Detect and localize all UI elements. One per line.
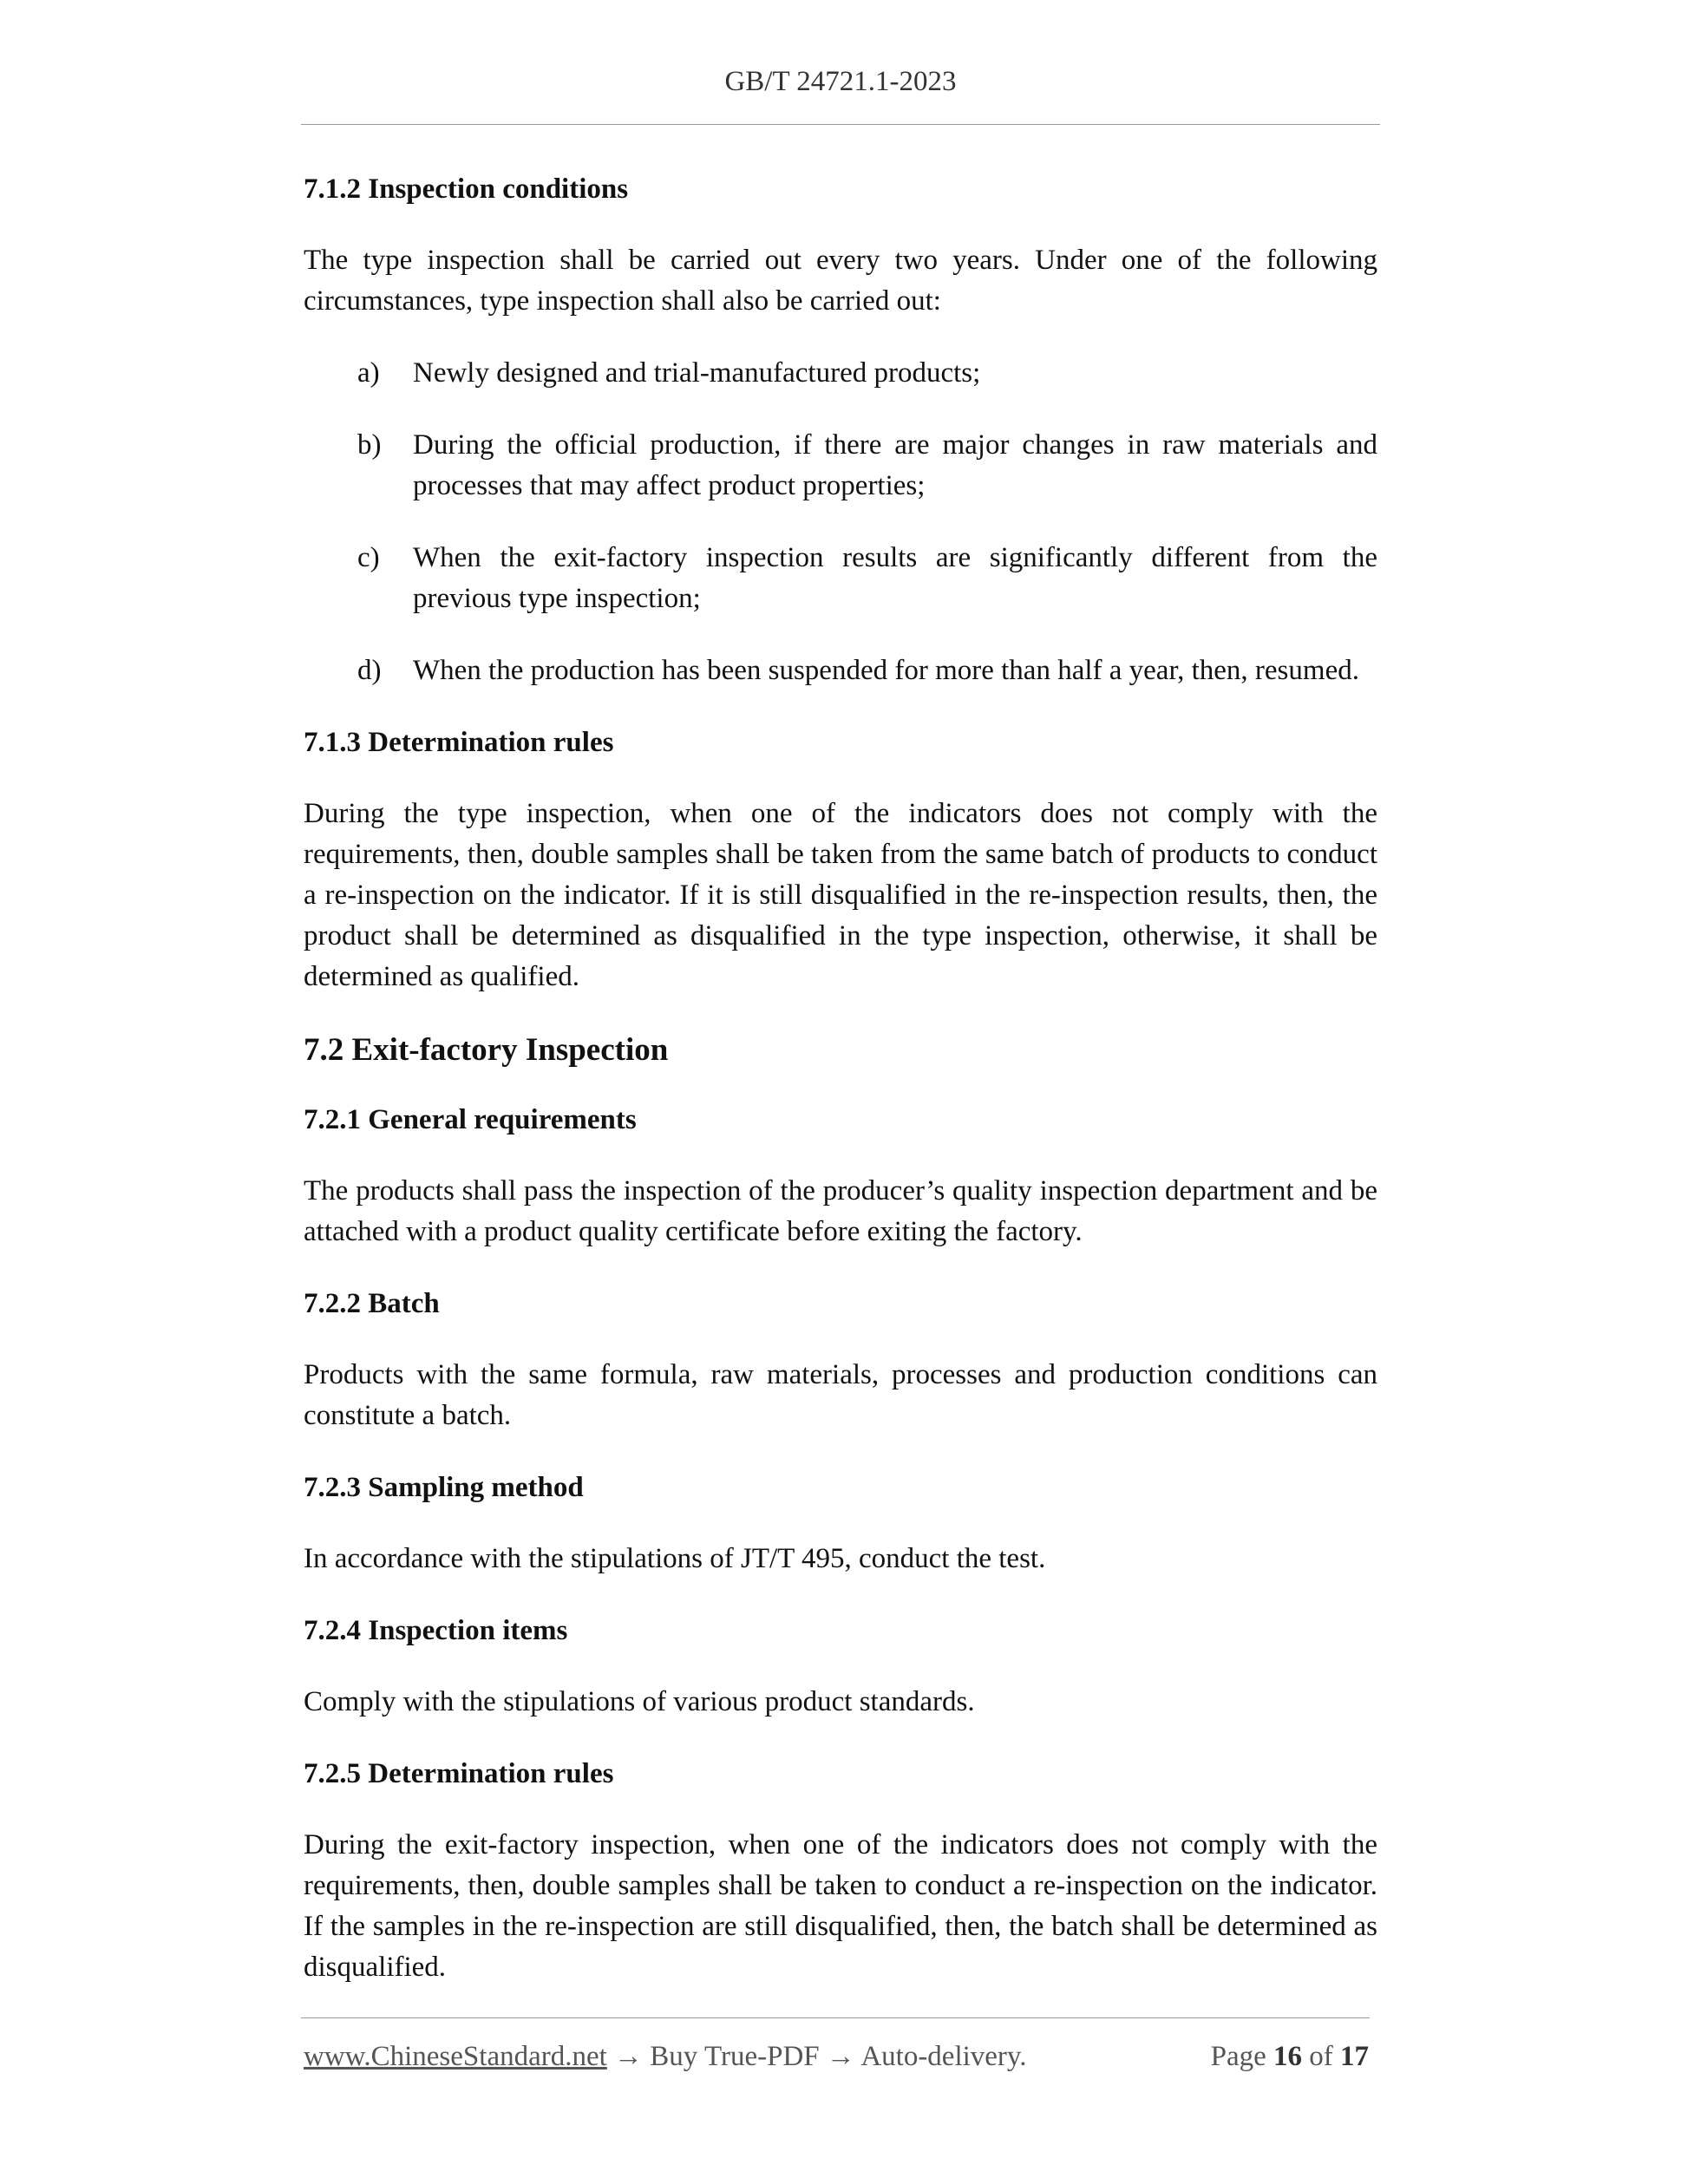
paragraph-7-2-4: Comply with the stipulations of various product standards. xyxy=(304,1686,975,1717)
heading-7-2-4: 7.2.4 Inspection items xyxy=(304,1615,568,1646)
website-link[interactable]: www.ChineseStandard.net xyxy=(304,2041,607,2072)
list-text: Newly designed and trial-manufactured products; xyxy=(413,357,981,389)
list-text: When the production has been suspended for more than half a year, then, resumed. xyxy=(413,655,1359,686)
heading-7-2: 7.2 Exit-factory Inspection xyxy=(304,1032,669,1068)
paragraph-7-1-2-intro: The type inspection shall be carried out every two years. Under one of the following circumstances, type inspection shall also be carried out: xyxy=(304,245,1377,317)
heading-7-1-3: 7.1.3 Determination rules xyxy=(304,727,614,758)
page-word: Page xyxy=(1210,2041,1266,2072)
page-current: 16 xyxy=(1273,2041,1302,2072)
running-header: GB/T 24721.1-2023 xyxy=(724,66,957,97)
circumstances-list xyxy=(304,353,1377,691)
list-item xyxy=(304,538,1377,619)
arrow-icon: → xyxy=(614,2041,644,2072)
list-marker: a) xyxy=(357,357,380,389)
heading-7-2-2: 7.2.2 Batch xyxy=(304,1288,440,1319)
paragraph-7-2-3: In accordance with the stipulations of JT/T 495, conduct the test. xyxy=(304,1543,1046,1574)
list-item xyxy=(304,353,1377,394)
page-footer xyxy=(304,2037,1369,2076)
arrow-icon: → xyxy=(826,2041,855,2072)
heading-7-2-3: 7.2.3 Sampling method xyxy=(304,1472,584,1503)
paragraph-7-2-1: The products shall pass the inspection of the producer’s quality inspection department and be attached with a product quality certificate before exiting the factory. xyxy=(304,1175,1377,1247)
paragraph-7-2-5: During the exit-factory inspection, when one of the indicators does not comply with the requirements, then, double samples shall be taken to conduct a re-inspection on the indicator. If the samples in the re-inspection are still disqualified, then, the batch shall be determined as disqualified. xyxy=(304,1829,1377,1983)
page-number xyxy=(1211,2037,1369,2076)
header-rule xyxy=(301,124,1380,125)
footer-promo xyxy=(304,2037,1027,2076)
paragraph-7-2-2: Products with the same formula, raw materials, processes and production conditions can constitute a batch. xyxy=(304,1359,1377,1431)
list-text: When the exit-factory inspection results are significantly different from the previous type inspection; xyxy=(413,542,1377,614)
heading-7-2-5: 7.2.5 Determination rules xyxy=(304,1758,614,1789)
list-marker: c) xyxy=(357,542,380,573)
buy-text: Buy True-PDF xyxy=(650,2041,820,2072)
page-content xyxy=(304,169,1377,2019)
paragraph-7-1-3: During the type inspection, when one of the indicators does not comply with the requirements, then, double samples shall be taken from the same batch of products to conduct a re-inspection on the indicator. If it is still disqualified in the re-inspection results, then, the product shall be determined as disqualified in the type inspection, otherwise, it shall be determined as qualified. xyxy=(304,798,1377,992)
list-text: During the official production, if there are major changes in raw materials and processes that may affect product properties; xyxy=(413,429,1377,501)
of-word: of xyxy=(1309,2041,1333,2072)
heading-7-2-1: 7.2.1 General requirements xyxy=(304,1104,637,1135)
footer-rule xyxy=(301,2017,1370,2018)
heading-7-1-2: 7.1.2 Inspection conditions xyxy=(304,173,629,205)
page-total: 17 xyxy=(1340,2041,1369,2072)
list-marker: b) xyxy=(357,429,382,461)
delivery-text: Auto-delivery. xyxy=(860,2041,1027,2072)
list-item xyxy=(304,425,1377,507)
list-marker: d) xyxy=(357,655,382,686)
list-item xyxy=(304,651,1377,691)
